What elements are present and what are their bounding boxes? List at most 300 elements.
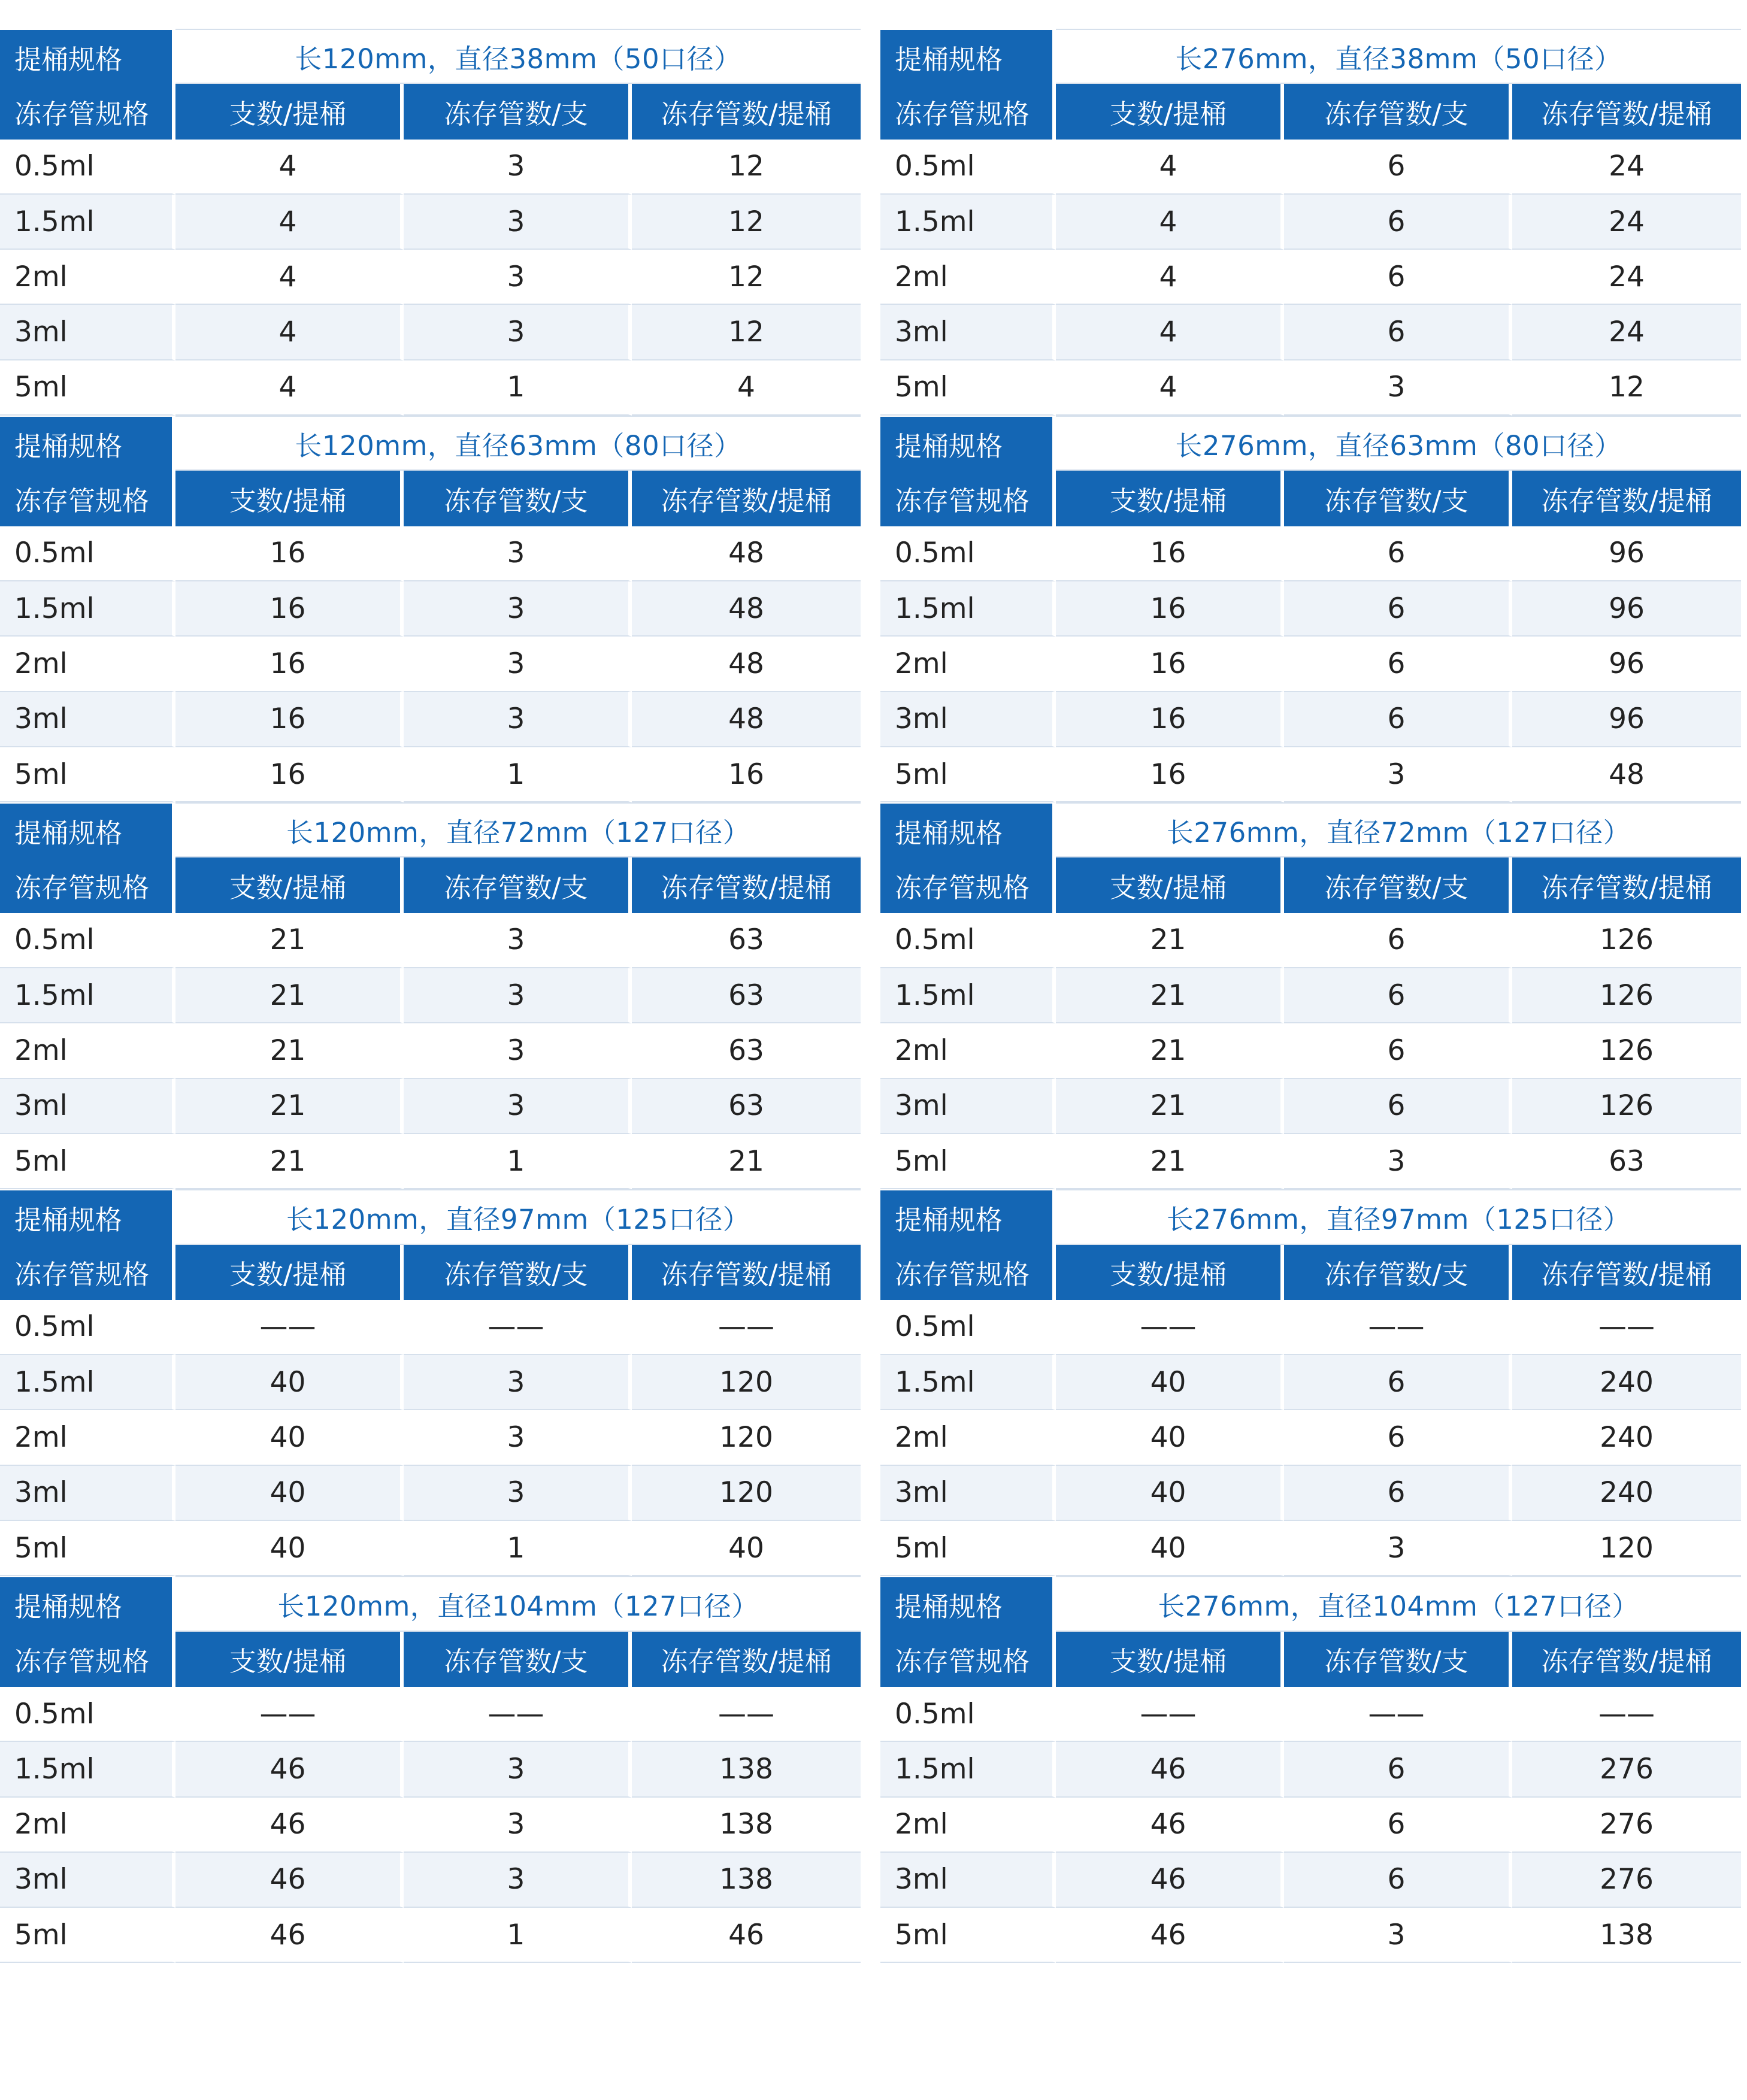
- tubes-per-bucket-cell: ——: [1512, 1687, 1741, 1742]
- count-per-bucket-cell: 21: [175, 1079, 404, 1134]
- table-row: [880, 1853, 1741, 1908]
- tubes-per-cane-cell: 6: [1284, 305, 1512, 360]
- tube-size-cell: 2ml: [0, 1410, 175, 1465]
- tubes-per-cane-cell: 1: [404, 360, 632, 416]
- table-row: [0, 692, 861, 747]
- table-row: [0, 747, 861, 802]
- tube-size-cell: 5ml: [880, 1521, 1056, 1576]
- count-per-bucket-cell: 16: [1056, 637, 1284, 692]
- count-per-bucket-cell: 16: [175, 747, 404, 802]
- header-tubes-per-cane: 冻存管数/支: [1284, 1632, 1512, 1687]
- tube-size-cell: 3ml: [880, 1853, 1056, 1908]
- tube-size-cell: 1.5ml: [0, 195, 175, 250]
- tubes-per-cane-cell: 1: [404, 1134, 632, 1189]
- column-header-row: [0, 1632, 861, 1687]
- tube-size-cell: 3ml: [0, 1466, 175, 1521]
- count-per-bucket-cell: 46: [175, 1742, 404, 1797]
- bucket-spec-row: [0, 416, 861, 471]
- table-row: [880, 1079, 1741, 1134]
- bucket-spec-value: 长276mm，直径97mm（125口径）: [1056, 1189, 1741, 1244]
- count-per-bucket-cell: 16: [175, 692, 404, 747]
- tubes-per-cane-cell: 6: [1284, 195, 1512, 250]
- table-row: [880, 968, 1741, 1023]
- table-row: [0, 1798, 861, 1853]
- count-per-bucket-cell: 4: [175, 360, 404, 416]
- count-per-bucket-cell: 40: [1056, 1466, 1284, 1521]
- count-per-bucket-cell: 40: [1056, 1410, 1284, 1465]
- tubes-per-cane-cell: 6: [1284, 1466, 1512, 1521]
- tubes-per-cane-cell: 6: [1284, 692, 1512, 747]
- count-per-bucket-cell: 16: [175, 581, 404, 637]
- tube-size-cell: 0.5ml: [0, 913, 175, 968]
- tube-size-cell: 3ml: [0, 1853, 175, 1908]
- bucket-spec-value: 长120mm，直径104mm（127口径）: [175, 1576, 861, 1631]
- tubes-per-bucket-cell: 63: [1512, 1134, 1741, 1189]
- bucket-spec-value: 长276mm，直径72mm（127口径）: [1056, 802, 1741, 857]
- tubes-per-cane-cell: 3: [404, 637, 632, 692]
- table-row: [0, 140, 861, 195]
- tubes-per-bucket-cell: 63: [632, 1079, 861, 1134]
- tube-size-cell: 0.5ml: [0, 526, 175, 581]
- table-row: [880, 692, 1741, 747]
- header-tubes-per-cane: 冻存管数/支: [404, 1632, 632, 1687]
- count-per-bucket-cell: ——: [1056, 1300, 1284, 1355]
- tube-size-cell: 0.5ml: [880, 1300, 1056, 1355]
- tube-size-cell: 1.5ml: [0, 1355, 175, 1410]
- bucket-spec-label: 提桶规格: [0, 416, 175, 471]
- count-per-bucket-cell: 21: [1056, 1079, 1284, 1134]
- count-per-bucket-cell: 16: [1056, 526, 1284, 581]
- count-per-bucket-cell: ——: [1056, 1687, 1284, 1742]
- tubes-per-bucket-cell: 276: [1512, 1853, 1741, 1908]
- table-row: [880, 581, 1741, 637]
- header-tubes-per-bucket: 冻存管数/提桶: [632, 857, 861, 913]
- table-row: [880, 305, 1741, 360]
- bucket-spec-row: [0, 29, 861, 84]
- tubes-per-cane-cell: 1: [404, 747, 632, 802]
- bucket-spec-value: 长120mm，直径72mm（127口径）: [175, 802, 861, 857]
- table-row: [0, 1355, 861, 1410]
- tube-size-cell: 5ml: [0, 747, 175, 802]
- tubes-per-bucket-cell: 126: [1512, 1023, 1741, 1078]
- spec-table: [0, 1189, 861, 1576]
- header-tubes-per-cane: 冻存管数/支: [1284, 471, 1512, 526]
- spec-table: [0, 1576, 861, 1963]
- table-row: [0, 968, 861, 1023]
- table-row: [880, 1687, 1741, 1742]
- table-row: [0, 1134, 861, 1189]
- bucket-spec-row: [880, 29, 1741, 84]
- tubes-per-bucket-cell: 4: [632, 360, 861, 416]
- tubes-per-cane-cell: 3: [404, 913, 632, 968]
- table-row: [880, 1300, 1741, 1355]
- header-count-per-bucket: 支数/提桶: [1056, 1632, 1284, 1687]
- tube-size-cell: 3ml: [880, 1079, 1056, 1134]
- table-row: [0, 1300, 861, 1355]
- tubes-per-bucket-cell: 120: [632, 1410, 861, 1465]
- tubes-per-cane-cell: 1: [404, 1908, 632, 1963]
- header-tubes-per-bucket: 冻存管数/提桶: [1512, 857, 1741, 913]
- table-row: [0, 1521, 861, 1576]
- column-header-row: [880, 84, 1741, 139]
- tube-size-cell: 5ml: [880, 747, 1056, 802]
- tubes-per-cane-cell: 1: [404, 1521, 632, 1576]
- table-row: [0, 1410, 861, 1465]
- bucket-spec-label: 提桶规格: [880, 802, 1056, 857]
- tubes-per-bucket-cell: 12: [632, 250, 861, 305]
- tubes-per-cane-cell: 3: [404, 1853, 632, 1908]
- table-row: [0, 250, 861, 305]
- table-row: [0, 637, 861, 692]
- table-row: [880, 250, 1741, 305]
- tube-size-cell: 5ml: [880, 360, 1056, 416]
- tubes-per-cane-cell: 3: [404, 305, 632, 360]
- header-tube-spec: 冻存管规格: [880, 84, 1056, 139]
- tubes-per-bucket-cell: 48: [632, 637, 861, 692]
- tubes-per-bucket-cell: ——: [632, 1687, 861, 1742]
- bucket-spec-value: 长276mm，直径104mm（127口径）: [1056, 1576, 1741, 1631]
- count-per-bucket-cell: ——: [175, 1300, 404, 1355]
- tubes-per-cane-cell: 6: [1284, 1410, 1512, 1465]
- column-header-row: [880, 1245, 1741, 1300]
- tubes-per-bucket-cell: 63: [632, 1023, 861, 1078]
- tubes-per-bucket-cell: 16: [632, 747, 861, 802]
- count-per-bucket-cell: 16: [1056, 747, 1284, 802]
- table-row: [880, 140, 1741, 195]
- tube-size-cell: 1.5ml: [0, 968, 175, 1023]
- header-tubes-per-cane: 冻存管数/支: [404, 1245, 632, 1300]
- column-header-row: [880, 857, 1741, 913]
- tube-size-cell: 3ml: [880, 692, 1056, 747]
- spec-table: [880, 416, 1741, 802]
- tube-size-cell: 1.5ml: [0, 1742, 175, 1797]
- tubes-per-cane-cell: 3: [404, 1410, 632, 1465]
- tube-size-cell: 5ml: [0, 1908, 175, 1963]
- spec-table: [880, 1189, 1741, 1576]
- tube-size-cell: 1.5ml: [880, 581, 1056, 637]
- column-header-row: [0, 1245, 861, 1300]
- count-per-bucket-cell: 4: [175, 195, 404, 250]
- count-per-bucket-cell: 21: [175, 1134, 404, 1189]
- tubes-per-bucket-cell: 12: [632, 140, 861, 195]
- tubes-per-bucket-cell: 276: [1512, 1798, 1741, 1853]
- header-tubes-per-cane: 冻存管数/支: [404, 471, 632, 526]
- count-per-bucket-cell: 40: [175, 1410, 404, 1465]
- bucket-spec-label: 提桶规格: [0, 1189, 175, 1244]
- header-count-per-bucket: 支数/提桶: [1056, 1245, 1284, 1300]
- count-per-bucket-cell: 21: [1056, 1134, 1284, 1189]
- tubes-per-cane-cell: 6: [1284, 1079, 1512, 1134]
- tubes-per-cane-cell: 3: [404, 1466, 632, 1521]
- header-count-per-bucket: 支数/提桶: [175, 857, 404, 913]
- column-header-row: [0, 857, 861, 913]
- header-tube-spec: 冻存管规格: [0, 471, 175, 526]
- tubes-per-bucket-cell: 96: [1512, 692, 1741, 747]
- spec-table: [880, 1576, 1741, 1963]
- tubes-per-cane-cell: 3: [1284, 360, 1512, 416]
- tubes-per-bucket-cell: 46: [632, 1908, 861, 1963]
- table-row: [0, 360, 861, 416]
- count-per-bucket-cell: 46: [175, 1853, 404, 1908]
- tubes-per-bucket-cell: 12: [1512, 360, 1741, 416]
- count-per-bucket-cell: 16: [175, 526, 404, 581]
- table-row: [880, 1466, 1741, 1521]
- tubes-per-bucket-cell: 138: [1512, 1908, 1741, 1963]
- table-row: [0, 1466, 861, 1521]
- bucket-spec-row: [0, 1576, 861, 1631]
- header-tubes-per-bucket: 冻存管数/提桶: [1512, 1245, 1741, 1300]
- tubes-per-cane-cell: 3: [404, 250, 632, 305]
- spec-column-right: [880, 29, 1741, 1963]
- table-row: [880, 913, 1741, 968]
- tube-size-cell: 0.5ml: [0, 1687, 175, 1742]
- table-row: [880, 360, 1741, 416]
- tube-size-cell: 5ml: [0, 1134, 175, 1189]
- tubes-per-bucket-cell: 12: [632, 305, 861, 360]
- table-row: [0, 526, 861, 581]
- table-row: [0, 1853, 861, 1908]
- tubes-per-cane-cell: 3: [404, 968, 632, 1023]
- tubes-per-bucket-cell: 48: [632, 692, 861, 747]
- count-per-bucket-cell: 21: [175, 968, 404, 1023]
- count-per-bucket-cell: 4: [175, 140, 404, 195]
- tube-size-cell: 5ml: [0, 1521, 175, 1576]
- header-count-per-bucket: 支数/提桶: [1056, 471, 1284, 526]
- count-per-bucket-cell: 21: [175, 913, 404, 968]
- tube-size-cell: 2ml: [0, 637, 175, 692]
- tube-size-cell: 0.5ml: [880, 140, 1056, 195]
- table-row: [880, 1355, 1741, 1410]
- bucket-spec-row: [0, 802, 861, 857]
- header-tubes-per-cane: 冻存管数/支: [1284, 84, 1512, 139]
- count-per-bucket-cell: 16: [1056, 581, 1284, 637]
- tubes-per-cane-cell: 6: [1284, 526, 1512, 581]
- bucket-spec-value: 长276mm，直径63mm（80口径）: [1056, 416, 1741, 471]
- count-per-bucket-cell: 40: [175, 1466, 404, 1521]
- tubes-per-cane-cell: 3: [1284, 1134, 1512, 1189]
- count-per-bucket-cell: 16: [1056, 692, 1284, 747]
- count-per-bucket-cell: 40: [175, 1355, 404, 1410]
- tube-size-cell: 2ml: [880, 1798, 1056, 1853]
- table-row: [0, 195, 861, 250]
- header-tubes-per-bucket: 冻存管数/提桶: [632, 1245, 861, 1300]
- table-row: [880, 637, 1741, 692]
- tube-size-cell: 5ml: [880, 1908, 1056, 1963]
- header-tubes-per-bucket: 冻存管数/提桶: [632, 84, 861, 139]
- tubes-per-bucket-cell: 24: [1512, 140, 1741, 195]
- bucket-spec-label: 提桶规格: [0, 802, 175, 857]
- tubes-per-bucket-cell: 126: [1512, 968, 1741, 1023]
- tubes-per-bucket-cell: 240: [1512, 1466, 1741, 1521]
- column-header-row: [880, 471, 1741, 526]
- count-per-bucket-cell: 4: [175, 305, 404, 360]
- tubes-per-cane-cell: ——: [404, 1300, 632, 1355]
- tubes-per-bucket-cell: 96: [1512, 581, 1741, 637]
- bucket-spec-value: 长120mm，直径63mm（80口径）: [175, 416, 861, 471]
- count-per-bucket-cell: 46: [175, 1798, 404, 1853]
- table-row: [880, 1410, 1741, 1465]
- tubes-per-bucket-cell: 96: [1512, 526, 1741, 581]
- count-per-bucket-cell: 16: [175, 637, 404, 692]
- tubes-per-cane-cell: 6: [1284, 140, 1512, 195]
- tubes-per-bucket-cell: 48: [632, 581, 861, 637]
- tube-size-cell: 2ml: [880, 1023, 1056, 1078]
- bucket-spec-row: [880, 416, 1741, 471]
- tubes-per-cane-cell: 6: [1284, 1742, 1512, 1797]
- bucket-spec-label: 提桶规格: [0, 29, 175, 84]
- tube-size-cell: 3ml: [880, 1466, 1056, 1521]
- tubes-per-bucket-cell: 276: [1512, 1742, 1741, 1797]
- header-count-per-bucket: 支数/提桶: [1056, 857, 1284, 913]
- header-tube-spec: 冻存管规格: [0, 1632, 175, 1687]
- tube-size-cell: 0.5ml: [880, 913, 1056, 968]
- bucket-spec-label: 提桶规格: [880, 1189, 1056, 1244]
- bucket-spec-label: 提桶规格: [880, 29, 1056, 84]
- header-tubes-per-cane: 冻存管数/支: [1284, 857, 1512, 913]
- tubes-per-bucket-cell: 24: [1512, 250, 1741, 305]
- count-per-bucket-cell: 46: [175, 1908, 404, 1963]
- table-row: [0, 1742, 861, 1797]
- tube-size-cell: 2ml: [880, 250, 1056, 305]
- tubes-per-bucket-cell: 126: [1512, 1079, 1741, 1134]
- header-tube-spec: 冻存管规格: [880, 1632, 1056, 1687]
- count-per-bucket-cell: 4: [1056, 305, 1284, 360]
- spec-table: [880, 802, 1741, 1189]
- table-row: [880, 1798, 1741, 1853]
- count-per-bucket-cell: 40: [175, 1521, 404, 1576]
- header-count-per-bucket: 支数/提桶: [175, 471, 404, 526]
- count-per-bucket-cell: 40: [1056, 1355, 1284, 1410]
- header-tubes-per-cane: 冻存管数/支: [404, 857, 632, 913]
- count-per-bucket-cell: 46: [1056, 1908, 1284, 1963]
- tube-size-cell: 2ml: [0, 250, 175, 305]
- count-per-bucket-cell: 4: [1056, 250, 1284, 305]
- column-header-row: [0, 84, 861, 139]
- tubes-per-cane-cell: 6: [1284, 250, 1512, 305]
- tube-size-cell: 1.5ml: [880, 195, 1056, 250]
- count-per-bucket-cell: 4: [175, 250, 404, 305]
- tubes-per-bucket-cell: 48: [632, 526, 861, 581]
- tube-size-cell: 5ml: [0, 360, 175, 416]
- count-per-bucket-cell: 4: [1056, 360, 1284, 416]
- table-row: [880, 1521, 1741, 1576]
- tubes-per-cane-cell: 3: [1284, 1521, 1512, 1576]
- tubes-per-bucket-cell: 12: [632, 195, 861, 250]
- header-tubes-per-bucket: 冻存管数/提桶: [632, 471, 861, 526]
- tubes-per-cane-cell: 3: [404, 692, 632, 747]
- header-count-per-bucket: 支数/提桶: [175, 1245, 404, 1300]
- tubes-per-bucket-cell: 120: [1512, 1521, 1741, 1576]
- tubes-per-bucket-cell: 96: [1512, 637, 1741, 692]
- tubes-per-bucket-cell: 126: [1512, 913, 1741, 968]
- tubes-per-cane-cell: 6: [1284, 913, 1512, 968]
- tubes-per-cane-cell: 3: [404, 1079, 632, 1134]
- bucket-spec-value: 长276mm，直径38mm（50口径）: [1056, 29, 1741, 84]
- tubes-per-cane-cell: 3: [404, 1023, 632, 1078]
- tube-size-cell: 3ml: [0, 305, 175, 360]
- table-row: [880, 747, 1741, 802]
- tube-size-cell: 0.5ml: [880, 526, 1056, 581]
- bucket-spec-row: [0, 1189, 861, 1244]
- spec-table: [880, 29, 1741, 416]
- tubes-per-cane-cell: 6: [1284, 1023, 1512, 1078]
- spec-table: [0, 416, 861, 802]
- count-per-bucket-cell: 46: [1056, 1853, 1284, 1908]
- count-per-bucket-cell: 21: [1056, 968, 1284, 1023]
- count-per-bucket-cell: 46: [1056, 1798, 1284, 1853]
- tubes-per-bucket-cell: 40: [632, 1521, 861, 1576]
- tubes-per-cane-cell: 6: [1284, 968, 1512, 1023]
- tubes-per-cane-cell: ——: [1284, 1687, 1512, 1742]
- count-per-bucket-cell: 21: [1056, 1023, 1284, 1078]
- tubes-per-cane-cell: 3: [1284, 747, 1512, 802]
- tubes-per-cane-cell: 3: [404, 526, 632, 581]
- tubes-per-cane-cell: 3: [404, 195, 632, 250]
- tube-size-cell: 3ml: [880, 305, 1056, 360]
- tubes-per-bucket-cell: 138: [632, 1853, 861, 1908]
- tubes-per-bucket-cell: 48: [1512, 747, 1741, 802]
- tube-size-cell: 2ml: [0, 1023, 175, 1078]
- header-tubes-per-bucket: 冻存管数/提桶: [632, 1632, 861, 1687]
- header-tube-spec: 冻存管规格: [880, 1245, 1056, 1300]
- header-tube-spec: 冻存管规格: [0, 857, 175, 913]
- tubes-per-bucket-cell: 240: [1512, 1355, 1741, 1410]
- header-tubes-per-cane: 冻存管数/支: [1284, 1245, 1512, 1300]
- tubes-per-cane-cell: 3: [404, 140, 632, 195]
- tube-size-cell: 2ml: [0, 1798, 175, 1853]
- header-tube-spec: 冻存管规格: [880, 471, 1056, 526]
- count-per-bucket-cell: 21: [1056, 913, 1284, 968]
- tubes-per-cane-cell: 3: [404, 1798, 632, 1853]
- table-row: [880, 1023, 1741, 1078]
- table-row: [880, 1134, 1741, 1189]
- bucket-spec-row: [880, 1576, 1741, 1631]
- tubes-per-bucket-cell: 138: [632, 1742, 861, 1797]
- header-count-per-bucket: 支数/提桶: [1056, 84, 1284, 139]
- tubes-per-bucket-cell: 240: [1512, 1410, 1741, 1465]
- table-row: [880, 195, 1741, 250]
- bucket-spec-row: [880, 1189, 1741, 1244]
- bucket-spec-label: 提桶规格: [0, 1576, 175, 1631]
- tube-size-cell: 5ml: [880, 1134, 1056, 1189]
- header-tubes-per-bucket: 冻存管数/提桶: [1512, 1632, 1741, 1687]
- tube-size-cell: 1.5ml: [880, 1355, 1056, 1410]
- header-tubes-per-bucket: 冻存管数/提桶: [1512, 471, 1741, 526]
- bucket-spec-label: 提桶规格: [880, 1576, 1056, 1631]
- tubes-per-cane-cell: 3: [404, 581, 632, 637]
- bucket-spec-row: [880, 802, 1741, 857]
- header-tube-spec: 冻存管规格: [0, 84, 175, 139]
- tubes-per-cane-cell: 3: [404, 1355, 632, 1410]
- column-header-row: [0, 471, 861, 526]
- header-tubes-per-cane: 冻存管数/支: [404, 84, 632, 139]
- tube-size-cell: 3ml: [0, 692, 175, 747]
- header-tube-spec: 冻存管规格: [0, 1245, 175, 1300]
- spec-table: [0, 29, 861, 416]
- tube-size-cell: 1.5ml: [880, 968, 1056, 1023]
- header-tubes-per-bucket: 冻存管数/提桶: [1512, 84, 1741, 139]
- tubes-per-cane-cell: 6: [1284, 1355, 1512, 1410]
- tubes-per-cane-cell: 6: [1284, 581, 1512, 637]
- tubes-per-cane-cell: 6: [1284, 1853, 1512, 1908]
- tubes-per-cane-cell: ——: [404, 1687, 632, 1742]
- tubes-per-bucket-cell: 120: [632, 1466, 861, 1521]
- header-tube-spec: 冻存管规格: [880, 857, 1056, 913]
- count-per-bucket-cell: 21: [175, 1023, 404, 1078]
- header-count-per-bucket: 支数/提桶: [175, 84, 404, 139]
- table-row: [0, 1687, 861, 1742]
- table-row: [880, 1908, 1741, 1963]
